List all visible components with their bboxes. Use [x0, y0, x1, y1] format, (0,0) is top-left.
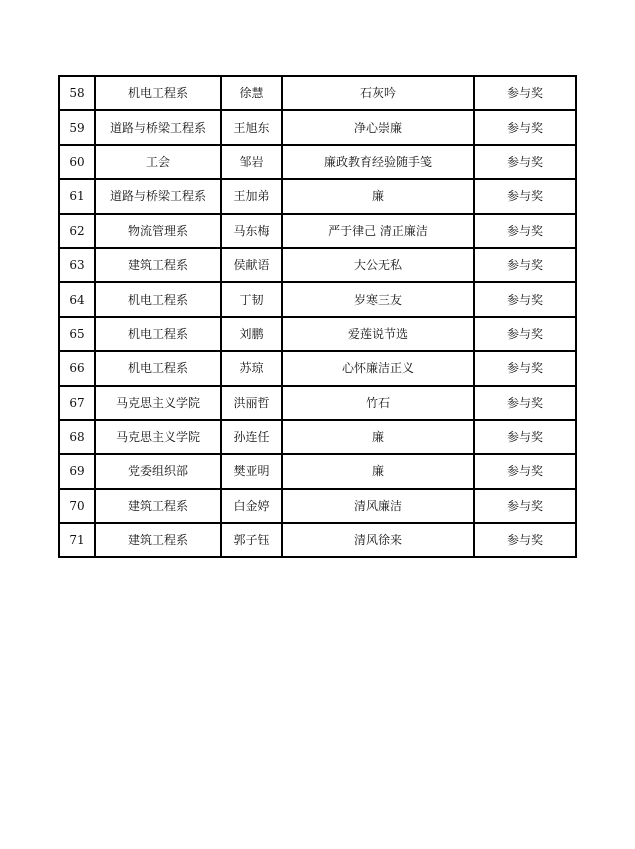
award-cell: 参与奖: [474, 110, 576, 144]
author-name-cell: 丁韧: [221, 282, 282, 316]
department-cell: 党委组织部: [95, 454, 221, 488]
author-name-cell: 刘鹏: [221, 317, 282, 351]
award-cell: 参与奖: [474, 282, 576, 316]
work-title-cell: 廉政教育经验随手笺: [282, 145, 474, 179]
work-title-cell: 廉: [282, 420, 474, 454]
award-cell: 参与奖: [474, 420, 576, 454]
table-row: [59, 179, 576, 213]
department-cell: 建筑工程系: [95, 489, 221, 523]
table-row: [59, 351, 576, 385]
award-cell: 参与奖: [474, 386, 576, 420]
work-title-cell: 净心崇廉: [282, 110, 474, 144]
author-name-cell: 白金婷: [221, 489, 282, 523]
author-name-cell: 郭子钰: [221, 523, 282, 557]
award-cell: 参与奖: [474, 76, 576, 110]
row-number-cell: 66: [59, 351, 95, 385]
award-cell: 参与奖: [474, 317, 576, 351]
row-number-cell: 62: [59, 214, 95, 248]
award-cell: 参与奖: [474, 454, 576, 488]
author-name-cell: 孙连任: [221, 420, 282, 454]
table-row: [59, 248, 576, 282]
department-cell: 工会: [95, 145, 221, 179]
award-cell: 参与奖: [474, 179, 576, 213]
department-cell: 机电工程系: [95, 76, 221, 110]
department-cell: 机电工程系: [95, 351, 221, 385]
row-number-cell: 68: [59, 420, 95, 454]
work-title-cell: 竹石: [282, 386, 474, 420]
table-row: [59, 317, 576, 351]
table-row: [59, 76, 576, 110]
table-row: [59, 110, 576, 144]
author-name-cell: 徐慧: [221, 76, 282, 110]
row-number-cell: 61: [59, 179, 95, 213]
work-title-cell: 清风廉洁: [282, 489, 474, 523]
work-title-cell: 心怀廉洁正义: [282, 351, 474, 385]
table-row: [59, 489, 576, 523]
author-name-cell: 洪丽哲: [221, 386, 282, 420]
award-cell: 参与奖: [474, 351, 576, 385]
row-number-cell: 64: [59, 282, 95, 316]
row-number-cell: 67: [59, 386, 95, 420]
department-cell: 建筑工程系: [95, 523, 221, 557]
row-number-cell: 70: [59, 489, 95, 523]
row-number-cell: 71: [59, 523, 95, 557]
award-cell: 参与奖: [474, 145, 576, 179]
table-row: [59, 454, 576, 488]
table-row: [59, 214, 576, 248]
row-number-cell: 69: [59, 454, 95, 488]
work-title-cell: 石灰吟: [282, 76, 474, 110]
table-row: [59, 523, 576, 557]
row-number-cell: 60: [59, 145, 95, 179]
table-row: [59, 145, 576, 179]
work-title-cell: 廉: [282, 454, 474, 488]
author-name-cell: 王加弟: [221, 179, 282, 213]
awards-table-body: [59, 76, 576, 557]
work-title-cell: 严于律己 清正廉洁: [282, 214, 474, 248]
author-name-cell: 邹岩: [221, 145, 282, 179]
department-cell: 道路与桥梁工程系: [95, 110, 221, 144]
author-name-cell: 王旭东: [221, 110, 282, 144]
table-row: [59, 282, 576, 316]
author-name-cell: 马东梅: [221, 214, 282, 248]
work-title-cell: 爱莲说节选: [282, 317, 474, 351]
row-number-cell: 59: [59, 110, 95, 144]
department-cell: 机电工程系: [95, 282, 221, 316]
work-title-cell: 岁寒三友: [282, 282, 474, 316]
award-cell: 参与奖: [474, 214, 576, 248]
work-title-cell: 清风徐来: [282, 523, 474, 557]
author-name-cell: 侯献语: [221, 248, 282, 282]
department-cell: 马克思主义学院: [95, 420, 221, 454]
table-row: [59, 420, 576, 454]
department-cell: 道路与桥梁工程系: [95, 179, 221, 213]
work-title-cell: 廉: [282, 179, 474, 213]
work-title-cell: 大公无私: [282, 248, 474, 282]
department-cell: 机电工程系: [95, 317, 221, 351]
department-cell: 建筑工程系: [95, 248, 221, 282]
award-cell: 参与奖: [474, 523, 576, 557]
row-number-cell: 65: [59, 317, 95, 351]
awards-table: [58, 75, 577, 558]
department-cell: 马克思主义学院: [95, 386, 221, 420]
award-cell: 参与奖: [474, 489, 576, 523]
award-cell: 参与奖: [474, 248, 576, 282]
author-name-cell: 苏琼: [221, 351, 282, 385]
row-number-cell: 63: [59, 248, 95, 282]
row-number-cell: 58: [59, 76, 95, 110]
department-cell: 物流管理系: [95, 214, 221, 248]
table-row: [59, 386, 576, 420]
author-name-cell: 樊亚明: [221, 454, 282, 488]
